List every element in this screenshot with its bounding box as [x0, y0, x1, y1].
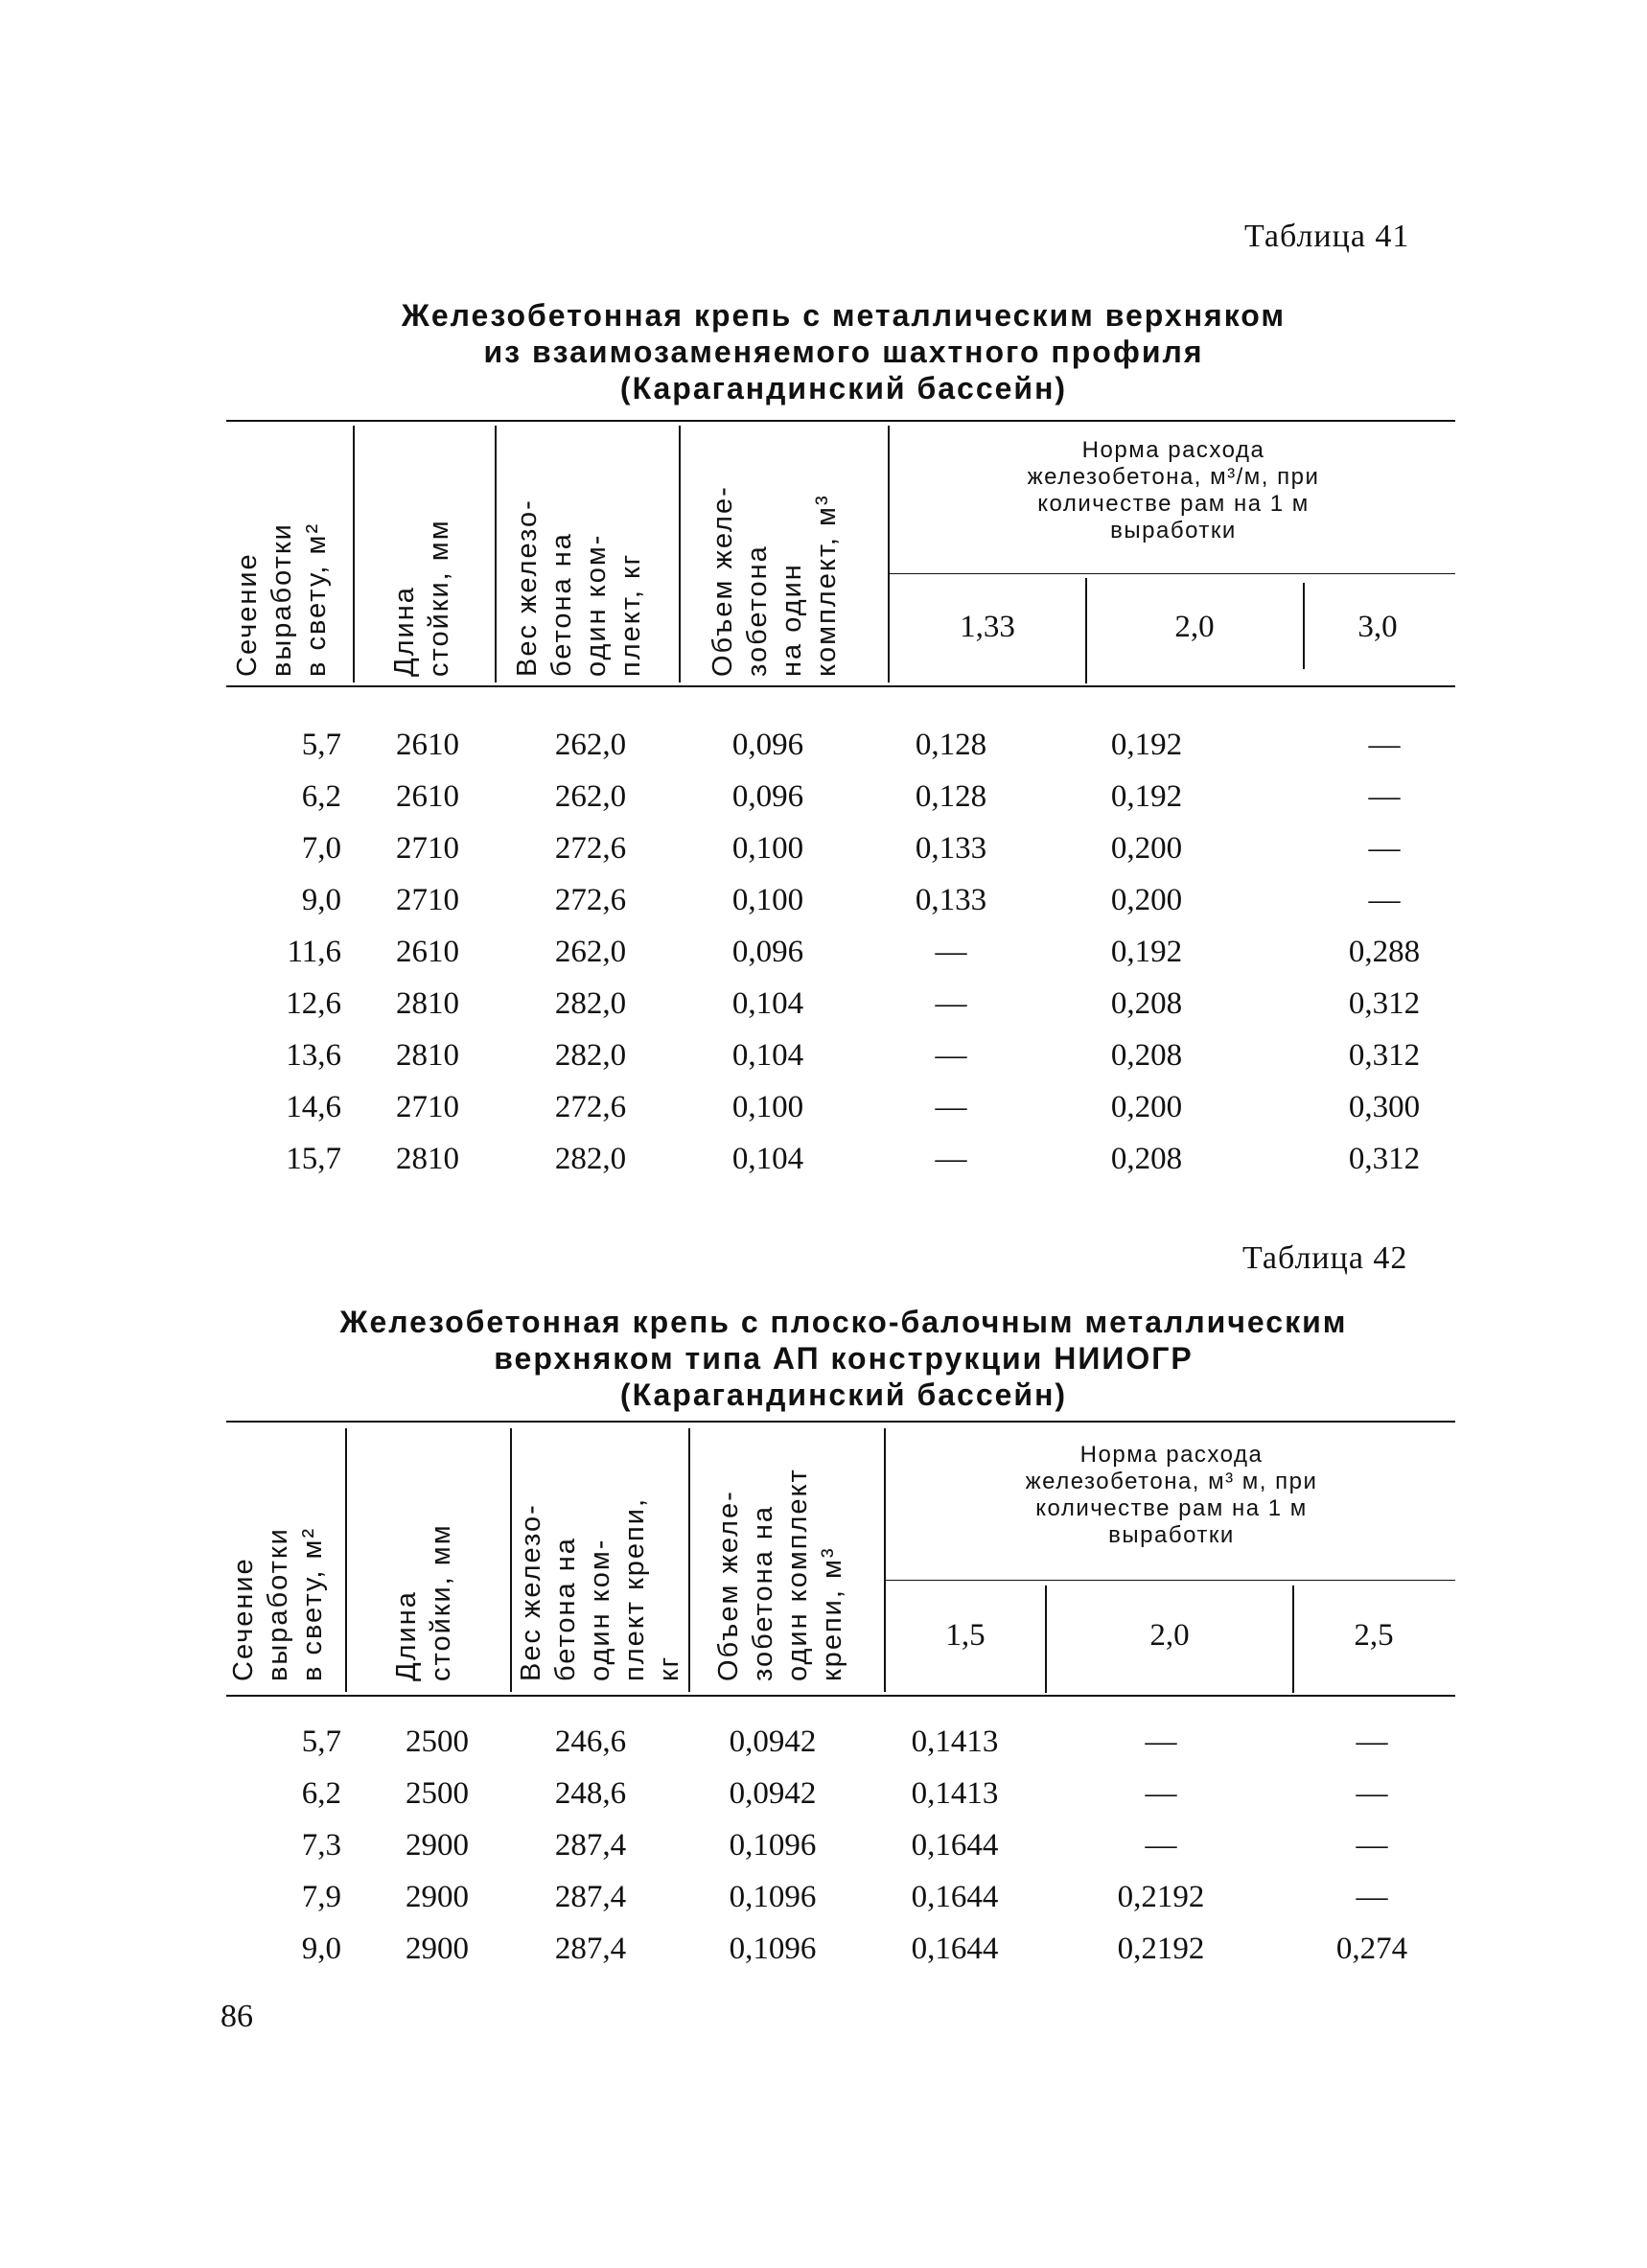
table41-col-divider: [1085, 578, 1087, 683]
cell-length: 2900: [406, 1828, 469, 1863]
table42-title: [230, 1304, 1457, 1413]
table41-subheader: 2,0: [1174, 610, 1215, 644]
table-row: [226, 1923, 1455, 1975]
cell-weight: 262,0: [554, 728, 627, 762]
header-line: Длина: [389, 586, 420, 677]
cell-length: 2500: [406, 1724, 469, 1759]
table42-subheader: 1,5: [945, 1618, 986, 1653]
table41-subheader: 3,0: [1357, 610, 1398, 644]
cell-norm-1: —: [935, 935, 967, 969]
cell-norm-3: —: [1356, 1776, 1388, 1811]
cell-volume: 0,100: [731, 1090, 804, 1124]
header-line: комплект, м³: [811, 494, 842, 677]
table42-header-length: [389, 1463, 458, 1681]
header-line: выработки: [1108, 1522, 1235, 1548]
table-row: [226, 1030, 1455, 1081]
cell-weight: 248,6: [554, 1776, 627, 1811]
table-row: [226, 1133, 1455, 1185]
header-line: Длина: [391, 1590, 422, 1681]
cell-norm-2: 0,208: [1110, 1038, 1183, 1073]
cell-length: 2810: [396, 986, 459, 1021]
cell-norm-1: 0,1413: [911, 1776, 999, 1811]
cell-section: 13,6: [286, 1038, 341, 1073]
table42: [226, 1421, 1455, 1986]
cell-weight: 272,6: [554, 883, 627, 917]
cell-norm-2: 0,208: [1110, 986, 1183, 1021]
cell-norm-3: 0,288: [1348, 935, 1421, 969]
table42-header-norm: [888, 1442, 1455, 1549]
table41-header-length: [387, 458, 456, 677]
table-row: [226, 1871, 1455, 1923]
cell-weight: 282,0: [554, 1038, 627, 1073]
cell-norm-1: 0,1644: [911, 1880, 999, 1914]
cell-section: 11,6: [287, 935, 341, 969]
cell-norm-3: —: [1356, 1828, 1388, 1863]
cell-volume: 0,104: [731, 986, 804, 1021]
header-line: стойки, мм: [426, 1523, 456, 1681]
table41-col-divider: [495, 426, 497, 683]
table42-col-divider: [1292, 1585, 1294, 1693]
cell-norm-1: —: [935, 1142, 967, 1176]
cell-norm-2: 0,200: [1110, 883, 1183, 917]
cell-norm-3: 0,312: [1348, 1142, 1421, 1176]
cell-norm-3: —: [1356, 1880, 1388, 1914]
table41-col-divider: [1303, 583, 1305, 669]
table41-title-line: (Карагандинский бассейн): [619, 371, 1068, 405]
table41: [226, 420, 1455, 1187]
cell-norm-1: 0,128: [915, 728, 987, 762]
cell-norm-1: 0,128: [915, 779, 987, 814]
table42-top-rule: [226, 1421, 1455, 1423]
cell-length: 2500: [406, 1776, 469, 1811]
table42-header-volume: [711, 1428, 849, 1681]
cell-volume: 0,1096: [729, 1828, 817, 1863]
cell-weight: 262,0: [554, 779, 627, 814]
cell-volume: 0,100: [731, 831, 804, 866]
cell-norm-1: 0,1644: [911, 1932, 999, 1966]
cell-length: 2710: [396, 883, 459, 917]
cell-norm-3: —: [1368, 728, 1401, 762]
header-line: количестве рам на 1 м: [1037, 491, 1310, 517]
header-line: бетона на: [550, 1537, 581, 1681]
table42-header-bottom-rule: [226, 1695, 1455, 1697]
cell-section: 9,0: [301, 883, 341, 917]
table-row: [226, 926, 1455, 978]
cell-section: 7,9: [301, 1880, 341, 1914]
cell-volume: 0,104: [731, 1142, 804, 1176]
table-row: [226, 874, 1455, 926]
cell-norm-2: 0,208: [1110, 1142, 1183, 1176]
cell-section: 12,6: [286, 986, 341, 1021]
cell-section: 6,2: [301, 1776, 341, 1811]
header-line: Норма расхода: [1081, 437, 1265, 463]
table41-col-divider: [888, 426, 890, 683]
header-line: плект, кг: [615, 552, 646, 677]
cell-norm-1: —: [935, 1038, 967, 1073]
cell-weight: 282,0: [554, 1142, 627, 1176]
cell-section: 6,2: [301, 779, 341, 814]
cell-norm-3: —: [1368, 779, 1401, 814]
table42-header-weight: [514, 1436, 686, 1681]
cell-norm-1: 0,133: [915, 883, 987, 917]
cell-norm-3: —: [1368, 831, 1401, 866]
header-line: зобетона на: [748, 1505, 778, 1681]
cell-norm-2: 0,200: [1110, 831, 1183, 866]
cell-section: 14,6: [286, 1090, 341, 1124]
cell-section: 5,7: [301, 728, 341, 762]
table41-header-bottom-rule: [226, 685, 1455, 687]
cell-length: 2900: [406, 1880, 469, 1914]
cell-norm-2: 0,2192: [1117, 1932, 1205, 1966]
cell-section: 7,3: [301, 1828, 341, 1863]
header-line: плект крепи,: [619, 1496, 650, 1681]
cell-weight: 287,4: [554, 1880, 627, 1914]
cell-length: 2810: [396, 1142, 459, 1176]
header-line: железобетона, м³ м, при: [1025, 1469, 1318, 1494]
table42-label: Таблица 42: [1242, 1240, 1408, 1276]
table41-col-divider: [679, 426, 681, 683]
table41-title: [230, 297, 1457, 406]
table42-col-divider: [345, 1428, 347, 1692]
cell-length: 2610: [396, 779, 459, 814]
cell-weight: 282,0: [554, 986, 627, 1021]
cell-length: 2900: [406, 1932, 469, 1966]
cell-weight: 287,4: [554, 1932, 627, 1966]
table41-header-section: [230, 458, 334, 677]
cell-length: 2710: [396, 831, 459, 866]
header-line: один комплект: [782, 1468, 813, 1681]
header-line: крепи, м³: [817, 1546, 847, 1681]
table-row: [226, 1716, 1455, 1768]
table42-title-line: Железобетонная крепь с плоско-балочным металлическим: [339, 1305, 1348, 1339]
table42-col-divider: [884, 1428, 886, 1692]
cell-volume: 0,1096: [729, 1932, 817, 1966]
table41-top-rule: [226, 420, 1455, 422]
cell-norm-3: —: [1356, 1724, 1388, 1759]
table-row: [226, 822, 1455, 874]
cell-weight: 272,6: [554, 831, 627, 866]
table41-title-line: Железобетонная крепь с металлическим верхняком: [401, 298, 1287, 333]
cell-length: 2610: [396, 935, 459, 969]
cell-norm-2: 0,192: [1110, 728, 1183, 762]
header-line: Сечение: [228, 1557, 259, 1681]
table42-subheader-rule: [884, 1580, 1455, 1581]
cell-weight: 262,0: [554, 935, 627, 969]
table42-header-section: [226, 1463, 330, 1681]
table-row: [226, 1081, 1455, 1133]
cell-section: 15,7: [286, 1142, 341, 1176]
table41-label: Таблица 41: [1244, 219, 1410, 254]
cell-volume: 0,100: [731, 883, 804, 917]
table-row: [226, 1768, 1455, 1819]
table41-header-weight: [510, 439, 648, 677]
header-line: Сечение: [232, 552, 263, 677]
table41-subheader: 1,33: [960, 610, 1015, 644]
header-line: Вес железо-: [516, 1503, 546, 1681]
cell-length: 2610: [396, 728, 459, 762]
table42-col-divider: [510, 1428, 512, 1692]
cell-norm-2: —: [1145, 1828, 1177, 1863]
table41-header-volume: [706, 429, 844, 677]
table41-header-norm: [892, 437, 1455, 544]
cell-norm-2: 0,192: [1110, 935, 1183, 969]
cell-section: 9,0: [301, 1932, 341, 1966]
header-line: в свету, м²: [301, 521, 332, 677]
header-line: бетона на: [546, 532, 577, 677]
cell-section: 5,7: [301, 1724, 341, 1759]
cell-norm-2: 0,192: [1110, 779, 1183, 814]
cell-norm-2: 0,200: [1110, 1090, 1183, 1124]
table42-subheader: 2,0: [1149, 1618, 1190, 1653]
cell-length: 2710: [396, 1090, 459, 1124]
cell-volume: 0,104: [731, 1038, 804, 1073]
table-row: [226, 719, 1455, 771]
cell-volume: 0,096: [731, 779, 804, 814]
header-line: Объем желе-: [708, 485, 738, 677]
header-line: количестве рам на 1 м: [1035, 1495, 1308, 1521]
table42-col-divider: [1045, 1585, 1047, 1693]
header-line: один ком-: [585, 1538, 615, 1681]
header-line: в свету, м²: [297, 1526, 328, 1681]
cell-weight: 272,6: [554, 1090, 627, 1124]
table42-col-divider: [688, 1428, 690, 1692]
header-line: Вес железо-: [512, 498, 543, 677]
header-line: железобетона, м³/м, при: [1027, 464, 1320, 490]
header-line: один ком-: [581, 533, 612, 677]
cell-weight: 246,6: [554, 1724, 627, 1759]
cell-norm-1: 0,1413: [911, 1724, 999, 1759]
cell-norm-3: 0,312: [1348, 1038, 1421, 1073]
cell-volume: 0,096: [731, 935, 804, 969]
cell-volume: 0,1096: [729, 1880, 817, 1914]
table-row: [226, 978, 1455, 1030]
cell-norm-1: 0,133: [915, 831, 987, 866]
table-row: [226, 771, 1455, 822]
header-line: зобетона: [742, 544, 773, 677]
header-line: Объем желе-: [713, 1490, 744, 1681]
cell-volume: 0,0942: [729, 1724, 817, 1759]
cell-volume: 0,0942: [729, 1776, 817, 1811]
cell-length: 2810: [396, 1038, 459, 1073]
cell-norm-1: —: [935, 1090, 967, 1124]
header-line: стойки, мм: [424, 519, 454, 677]
cell-norm-3: —: [1368, 883, 1401, 917]
table41-col-divider: [353, 426, 355, 683]
header-line: выработки: [1110, 518, 1237, 544]
cell-norm-1: 0,1644: [911, 1828, 999, 1863]
header-line: выработки: [263, 1527, 293, 1681]
cell-norm-3: 0,300: [1348, 1090, 1421, 1124]
cell-norm-2: —: [1145, 1724, 1177, 1759]
header-line: Норма расхода: [1079, 1442, 1264, 1468]
page-number: 86: [220, 1999, 253, 2034]
header-line: кг: [654, 1655, 684, 1681]
cell-section: 7,0: [301, 831, 341, 866]
header-line: на один: [777, 563, 807, 677]
cell-norm-2: —: [1145, 1776, 1177, 1811]
table42-title-line: (Карагандинский бассейн): [619, 1377, 1068, 1412]
cell-norm-3: 0,312: [1348, 986, 1421, 1021]
table-row: [226, 1819, 1455, 1871]
table42-subheader: 2,5: [1354, 1618, 1394, 1653]
table41-subheader-rule: [888, 573, 1455, 574]
cell-norm-3: 0,274: [1335, 1932, 1408, 1966]
header-line: выработки: [267, 522, 297, 677]
cell-volume: 0,096: [731, 728, 804, 762]
table42-title-line: верхняком типа АП конструкции НИИОГР: [494, 1341, 1194, 1376]
cell-weight: 287,4: [554, 1828, 627, 1863]
cell-norm-2: 0,2192: [1117, 1880, 1205, 1914]
cell-norm-1: —: [935, 986, 967, 1021]
table41-title-line: из взаимозаменяемого шахтного профиля: [483, 335, 1204, 369]
